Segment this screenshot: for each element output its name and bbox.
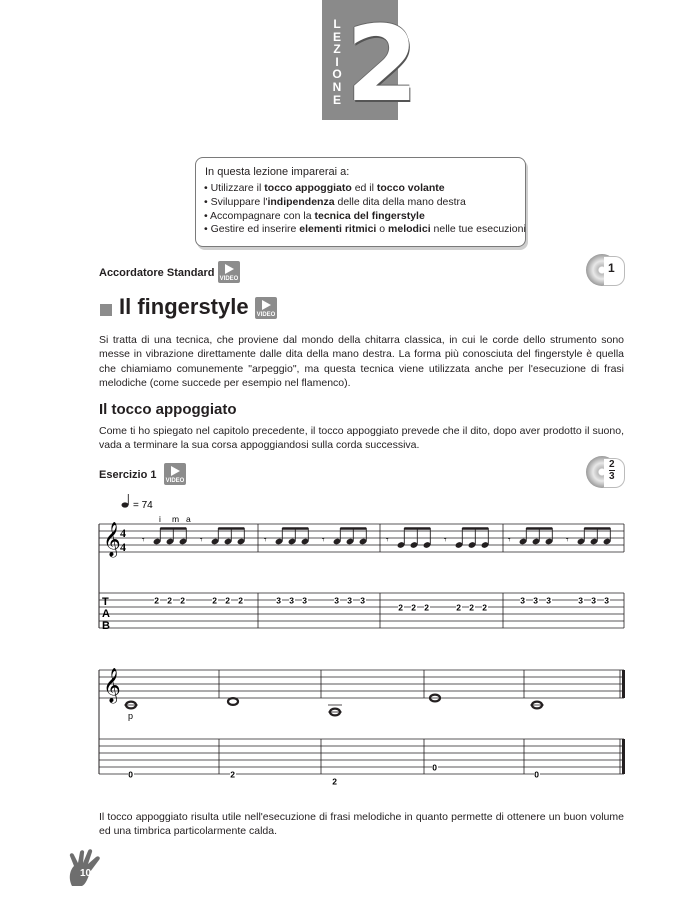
subsection-title: Il tocco appoggiato xyxy=(99,401,237,418)
video-label: VIDEO xyxy=(219,276,239,282)
lesson-letter: E xyxy=(332,29,341,44)
tab-fret-number: 2 xyxy=(180,595,185,606)
tab-fret-number: 0 xyxy=(534,769,539,780)
video-label: VIDEO xyxy=(256,312,276,318)
exercise-label: Esercizio 1 xyxy=(99,469,157,481)
tab-fret-number: 2 xyxy=(456,602,461,613)
final-bar-line xyxy=(622,739,625,774)
track-number: 2 xyxy=(609,459,615,470)
whole-note xyxy=(228,698,238,705)
tab-fret-number: 2 xyxy=(411,602,416,613)
subsection-paragraph: Come ti ho spiegato nel capitolo precedente, il tocco appoggiato prevede che il dito, dopo aver prodotto il suono, vada a terminare la sua corsa appoggiandosi sulla corda successiva. xyxy=(99,425,624,452)
tab-fret-number: 2 xyxy=(167,595,172,606)
eighth-rest: 𝄾 xyxy=(264,535,267,546)
fingering-label: m xyxy=(172,514,180,524)
objective-item: • Accompagnare con la tecnica del fingerstyle xyxy=(204,210,526,224)
tab-fret-number: 3 xyxy=(578,595,583,606)
page-number: 10 xyxy=(80,868,92,879)
fingering-label: p xyxy=(128,711,134,721)
final-bar-line xyxy=(622,670,625,698)
eighth-rest: 𝄾 xyxy=(444,535,447,546)
lesson-letter: O xyxy=(332,67,342,82)
section-title: Il fingerstyle xyxy=(119,294,249,319)
lesson-letter: N xyxy=(332,79,342,94)
track-number: 3 xyxy=(609,471,615,482)
track-number: 1 xyxy=(608,261,615,275)
video-label: VIDEO xyxy=(165,478,185,484)
tab-fret-number: 0 xyxy=(432,762,437,773)
tab-fret-number: 3 xyxy=(289,595,294,606)
time-signature-bottom: 4 xyxy=(120,540,126,554)
eighth-rest: 𝄾 xyxy=(566,535,569,546)
tab-fret-number: 3 xyxy=(533,595,538,606)
section-paragraph: Si tratta di una tecnica, che proviene dal mondo della chitarra classica, in cui le corde dello strumento sono messe in vibrazione direttamente dalle dita della mano destra. La forma più conosciuta del fingerstyle è quella che chiamiamo comunemente "arpeggio", ma questa tecnica viene utilizzata anche per l'esecuzione di frasi melodiche (come succede per esempio nel flamenco). xyxy=(99,334,624,390)
objective-item: • Sviluppare l'indipendenza delle dita della mano destra xyxy=(204,196,526,210)
lesson-letter: I xyxy=(335,54,339,69)
objective-item: • Utilizzare il tocco appoggiato ed il tocco volante xyxy=(204,182,526,196)
tab-fret-number: 3 xyxy=(546,595,551,606)
tab-fret-number: 3 xyxy=(591,595,596,606)
treble-clef: 𝄞 xyxy=(103,668,121,703)
tab-fret-number: 2 xyxy=(212,595,217,606)
objectives-title: In questa lezione imparerai a: xyxy=(205,166,350,178)
lesson-letter: E xyxy=(332,92,341,107)
time-signature-top: 4 xyxy=(120,526,126,540)
eighth-rest: 𝄾 xyxy=(200,535,203,546)
tab-fret-number: 2 xyxy=(398,602,403,613)
fingering-label: a xyxy=(186,514,191,524)
eighth-rest: 𝄾 xyxy=(386,535,389,546)
tempo-mark: = 74 xyxy=(133,500,153,511)
lesson-letter: Z xyxy=(333,42,341,57)
eighth-rest: 𝄾 xyxy=(322,535,325,546)
tab-fret-number: 3 xyxy=(604,595,609,606)
fingering-label: i xyxy=(159,514,161,524)
tab-fret-number: 3 xyxy=(520,595,525,606)
tab-fret-number: 2 xyxy=(469,602,474,613)
tab-letter: A xyxy=(102,608,110,620)
tab-fret-number: 2 xyxy=(230,769,235,780)
eighth-rest: 𝄾 xyxy=(142,535,145,546)
tab-fret-number: 2 xyxy=(424,602,429,613)
tuner-label: Accordatore Standard xyxy=(99,267,215,279)
tab-fret-number: 3 xyxy=(334,595,339,606)
tab-fret-number: 2 xyxy=(482,602,487,613)
objective-item: • Gestire ed inserire elementi ritmici o melodici nelle tue esecuzioni xyxy=(204,223,526,237)
tab-letter: B xyxy=(102,620,110,632)
tab-fret-number: 3 xyxy=(302,595,307,606)
eighth-rest: 𝄾 xyxy=(508,535,511,546)
tab-fret-number: 2 xyxy=(225,595,230,606)
tab-fret-number: 0 xyxy=(128,769,133,780)
footer-paragraph: Il tocco appoggiato risulta utile nell'esecuzione di frasi melodiche in quanto permette di ottenere un buon volume ed una timbrica particolarmente calda. xyxy=(99,811,624,838)
treble-clef: 𝄞 xyxy=(103,522,121,557)
tab-fret-number: 3 xyxy=(360,595,365,606)
tab-fret-number: 2 xyxy=(332,776,337,787)
lesson-letter: L xyxy=(333,17,341,31)
tempo-note xyxy=(122,502,129,507)
tab-fret-number: 3 xyxy=(276,595,281,606)
tab-fret-number: 3 xyxy=(347,595,352,606)
lesson-number: 2 xyxy=(346,3,419,125)
tab-fret-number: 2 xyxy=(154,595,159,606)
tab-letter: T xyxy=(102,596,109,608)
tab-fret-number: 2 xyxy=(238,595,243,606)
